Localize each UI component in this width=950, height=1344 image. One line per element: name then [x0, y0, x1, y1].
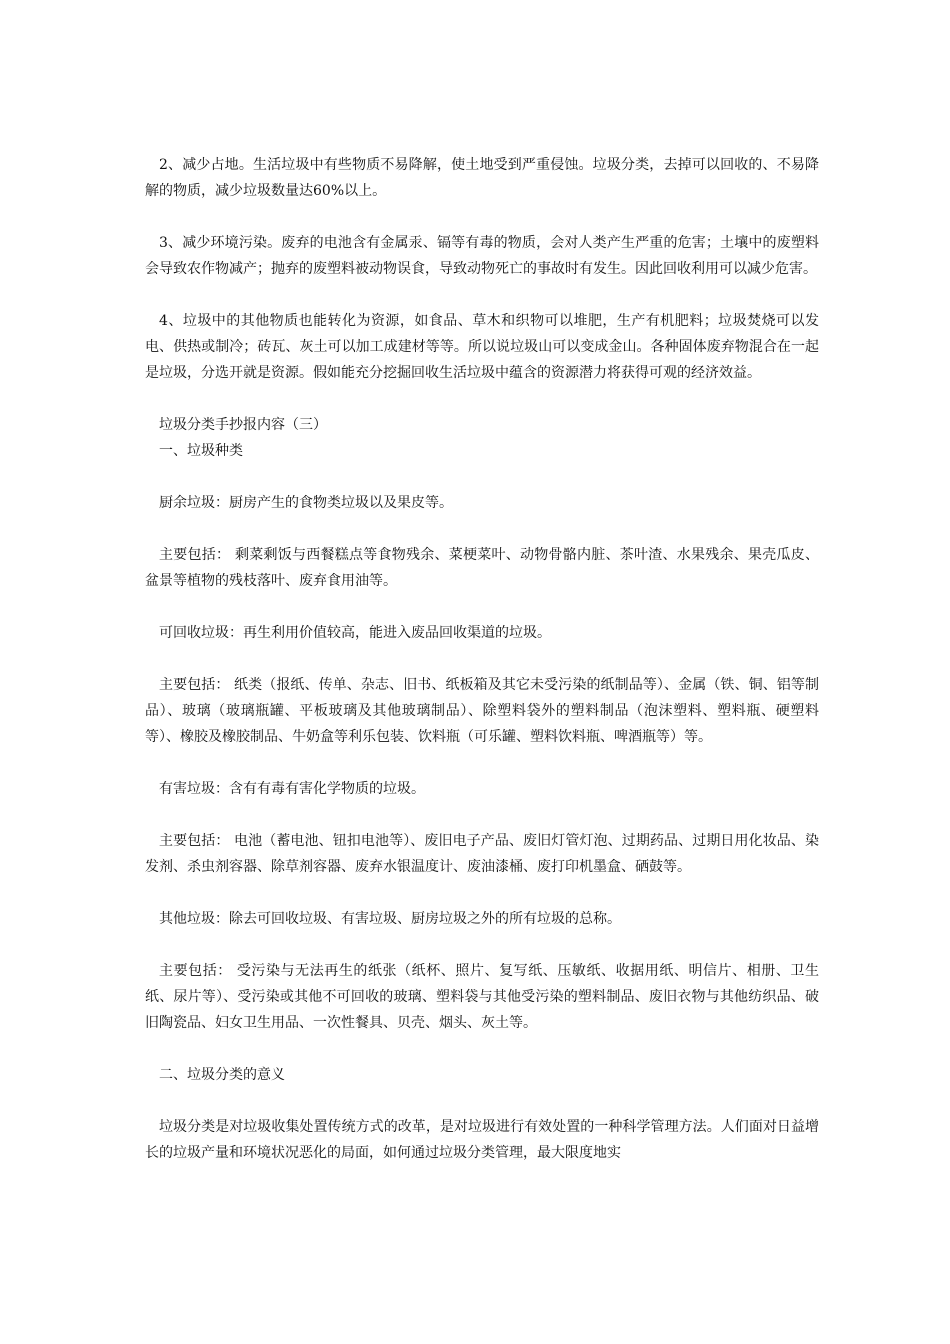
heading-significance: 二、垃圾分类的意义 — [159, 1067, 285, 1083]
paragraph-hazardous: 有害垃圾：含有有毒有害化学物质的垃圾。 — [159, 781, 425, 797]
paragraph-other-waste: 其他垃圾：除去可回收垃圾、有害垃圾、厨房垃圾之外的所有垃圾的总称。 — [159, 911, 621, 927]
heading-garbage-types: 一、垃圾种类 — [159, 443, 243, 459]
paragraph-kitchen-waste: 厨余垃圾：厨房产生的食物类垃圾以及果皮等。 — [159, 495, 453, 511]
paragraph-reduce-pollution: 3、减少环境污染。废弃的电池含有金属汞、镉等有毒的物质，会对人类产生严重的危害；土壤中的废塑料会导致农作物减产；抛弃的废塑料被动物误食，导致动物死亡的事故时有发生。因此回收利用可以减少危害。 — [145, 235, 819, 277]
paragraph-other-waste-items: 主要包括： 受污染与无法再生的纸张（纸杯、照片、复写纸、压敏纸、收据用纸、明信片、相册、卫生纸、尿片等）、受污染或其他不可回收的玻璃、塑料袋与其他受污染的塑料制品、废旧衣物与其他纺织品、破旧陶瓷品、妇女卫生用品、一次性餐具、贝壳、烟头、灰土等。 — [145, 963, 819, 1031]
paragraph-hazardous-items: 主要包括： 电池（蓄电池、钮扣电池等）、废旧电子产品、废旧灯管灯泡、过期药品、过期日用化妆品、染发剂、杀虫剂容器、除草剂容器、废弃水银温度计、废油漆桶、废打印机墨盒、硒鼓等。 — [145, 833, 819, 875]
paragraph-significance: 垃圾分类是对垃圾收集处置传统方式的改革，是对垃圾进行有效处置的一种科学管理方法。人们面对日益增长的垃圾产量和环境状况恶化的局面，如何通过垃圾分类管理，最大限度地实 — [145, 1119, 819, 1161]
paragraph-resources: 4、垃圾中的其他物质也能转化为资源，如食品、草木和织物可以堆肥，生产有机肥料；垃圾焚烧可以发电、供热或制冷；砖瓦、灰土可以加工成建材等等。所以说垃圾山可以变成金山。各种固体废弃物混合在一起是垃圾，分选开就是资源。假如能充分挖掘回收生活垃圾中蕴含的资源潜力将获得可观的经济效益。 — [145, 313, 819, 381]
paragraph-recyclable-items: 主要包括： 纸类（报纸、传单、杂志、旧书、纸板箱及其它未受污染的纸制品等）、金属（铁、铜、铝等制品）、玻璃（玻璃瓶罐、平板玻璃及其他玻璃制品）、除塑料袋外的塑料制品（泡沫塑料、塑料瓶、硬塑料等）、橡胶及橡胶制品、牛奶盒等利乐包装、饮料瓶（可乐罐、塑料饮料瓶、啤酒瓶等）等。 — [145, 677, 819, 745]
paragraph-reduce-land: 2、减少占地。生活垃圾中有些物质不易降解，使土地受到严重侵蚀。垃圾分类，去掉可以回收的、不易降解的物质，减少垃圾数量达60%以上。 — [145, 157, 819, 199]
document-body — [145, 152, 819, 1192]
paragraph-recyclable: 可回收垃圾：再生利用价值较高，能进入废品回收渠道的垃圾。 — [159, 625, 551, 641]
section-heading-part-three: 垃圾分类手抄报内容（三） — [159, 417, 327, 433]
paragraph-kitchen-waste-items: 主要包括： 剩菜剩饭与西餐糕点等食物残余、菜梗菜叶、动物骨骼内脏、茶叶渣、水果残余、果壳瓜皮、盆景等植物的残枝落叶、废弃食用油等。 — [145, 547, 819, 589]
